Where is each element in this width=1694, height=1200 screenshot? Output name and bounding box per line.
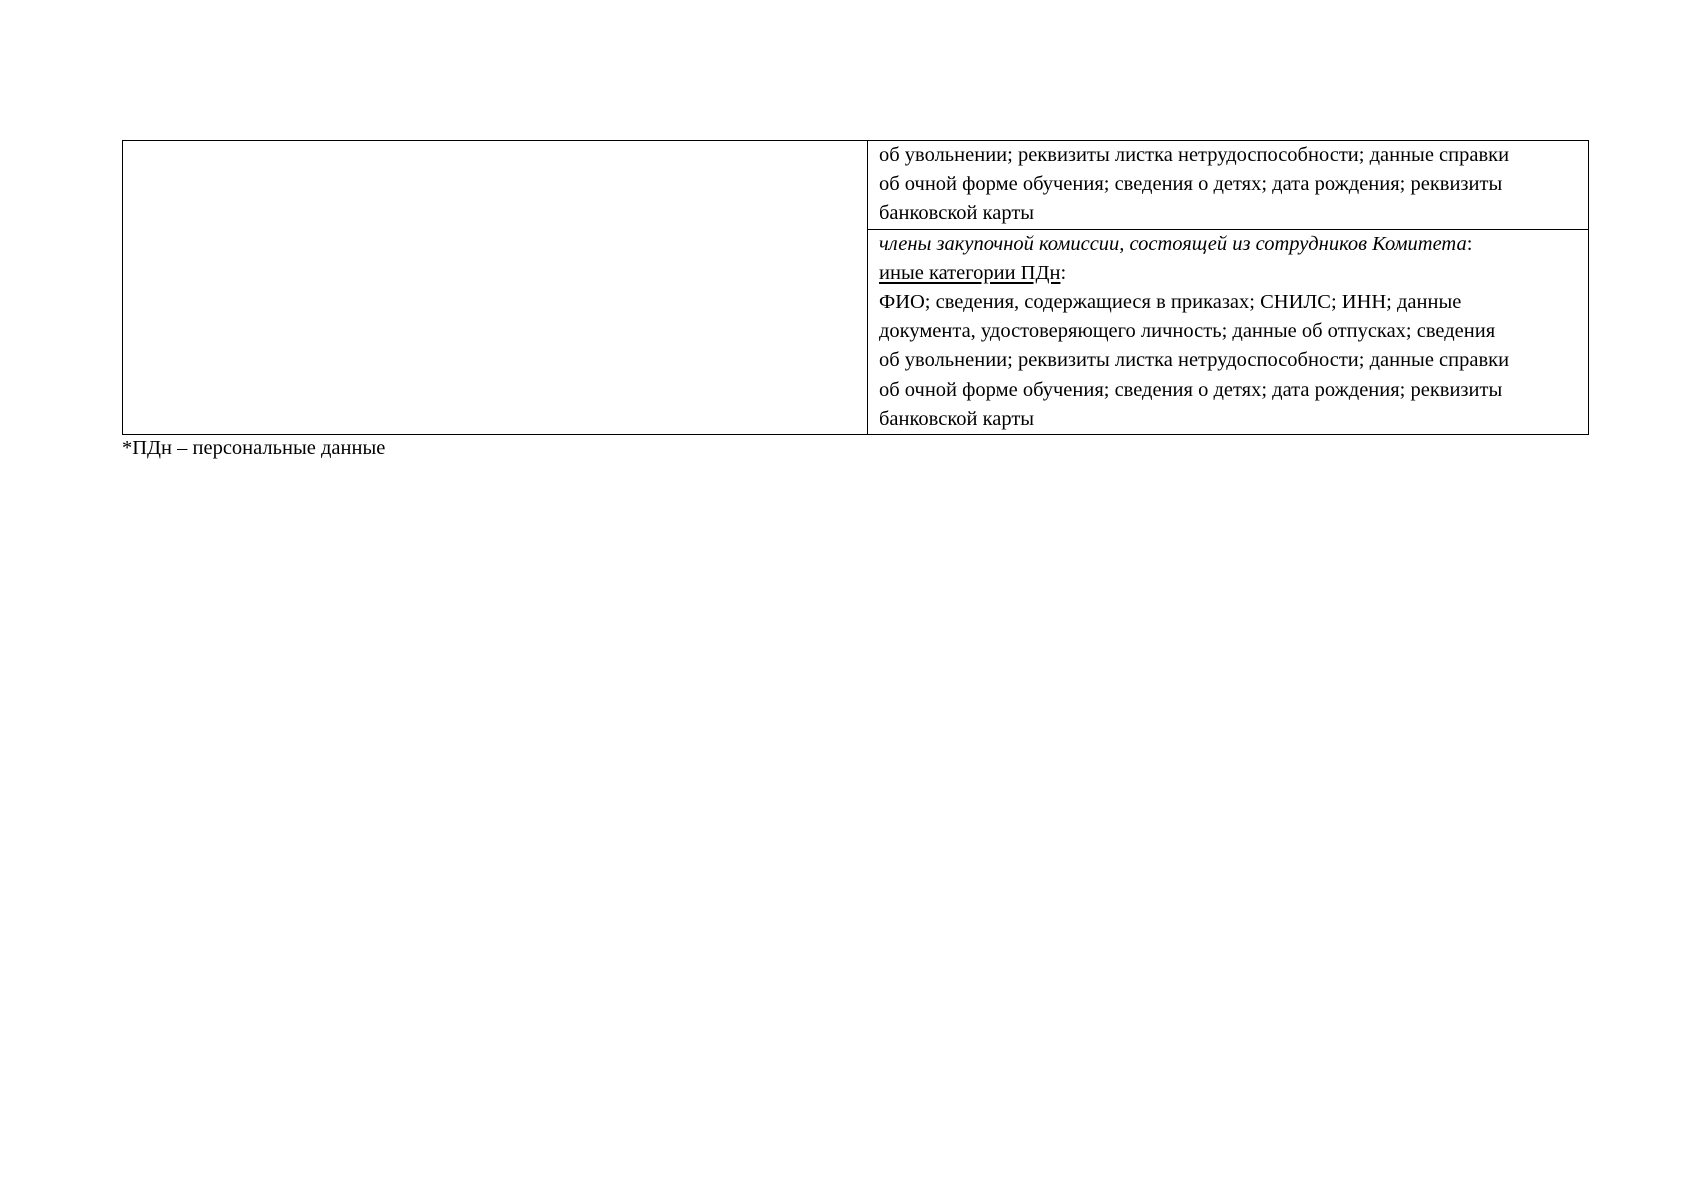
category-heading (879, 259, 1576, 288)
right-cell-continuation (868, 141, 1589, 230)
text-line: ФИО; сведения, содержащиеся в приказах; СНИЛС; ИНН; данные (879, 291, 1462, 314)
text-line: об увольнении; реквизиты листка нетрудоспособности; данные справки (879, 349, 1510, 372)
procurement-commission-text (868, 230, 1588, 434)
left-cell-empty (123, 141, 868, 435)
text-line: об очной форме обучения; сведения о детях; дата рождения; реквизиты (879, 173, 1503, 196)
category-colon: : (1060, 261, 1067, 284)
text-line: документа, удостоверяющего личность; данные об отпусках; сведения (879, 320, 1496, 343)
subject-heading (879, 230, 1576, 259)
text-line: банковской карты (879, 407, 1035, 430)
table-row (123, 141, 1589, 230)
right-cell-procurement-commission (868, 229, 1589, 434)
subject-colon: : (1466, 232, 1473, 255)
category-label: иные категории ПДн (879, 261, 1061, 284)
text-line: об очной форме обучения; сведения о детях; дата рождения; реквизиты (879, 378, 1503, 401)
footnote: *ПДн – персональные данные (122, 437, 386, 459)
text-line: банковской карты (879, 202, 1035, 225)
text-line: об увольнении; реквизиты листка нетрудоспособности; данные справки (879, 144, 1510, 166)
personal-data-table (122, 140, 1589, 435)
subject-title: члены закупочной комиссии, состоящей из сотрудников Комитета (879, 232, 1467, 255)
continuation-text (868, 141, 1588, 229)
